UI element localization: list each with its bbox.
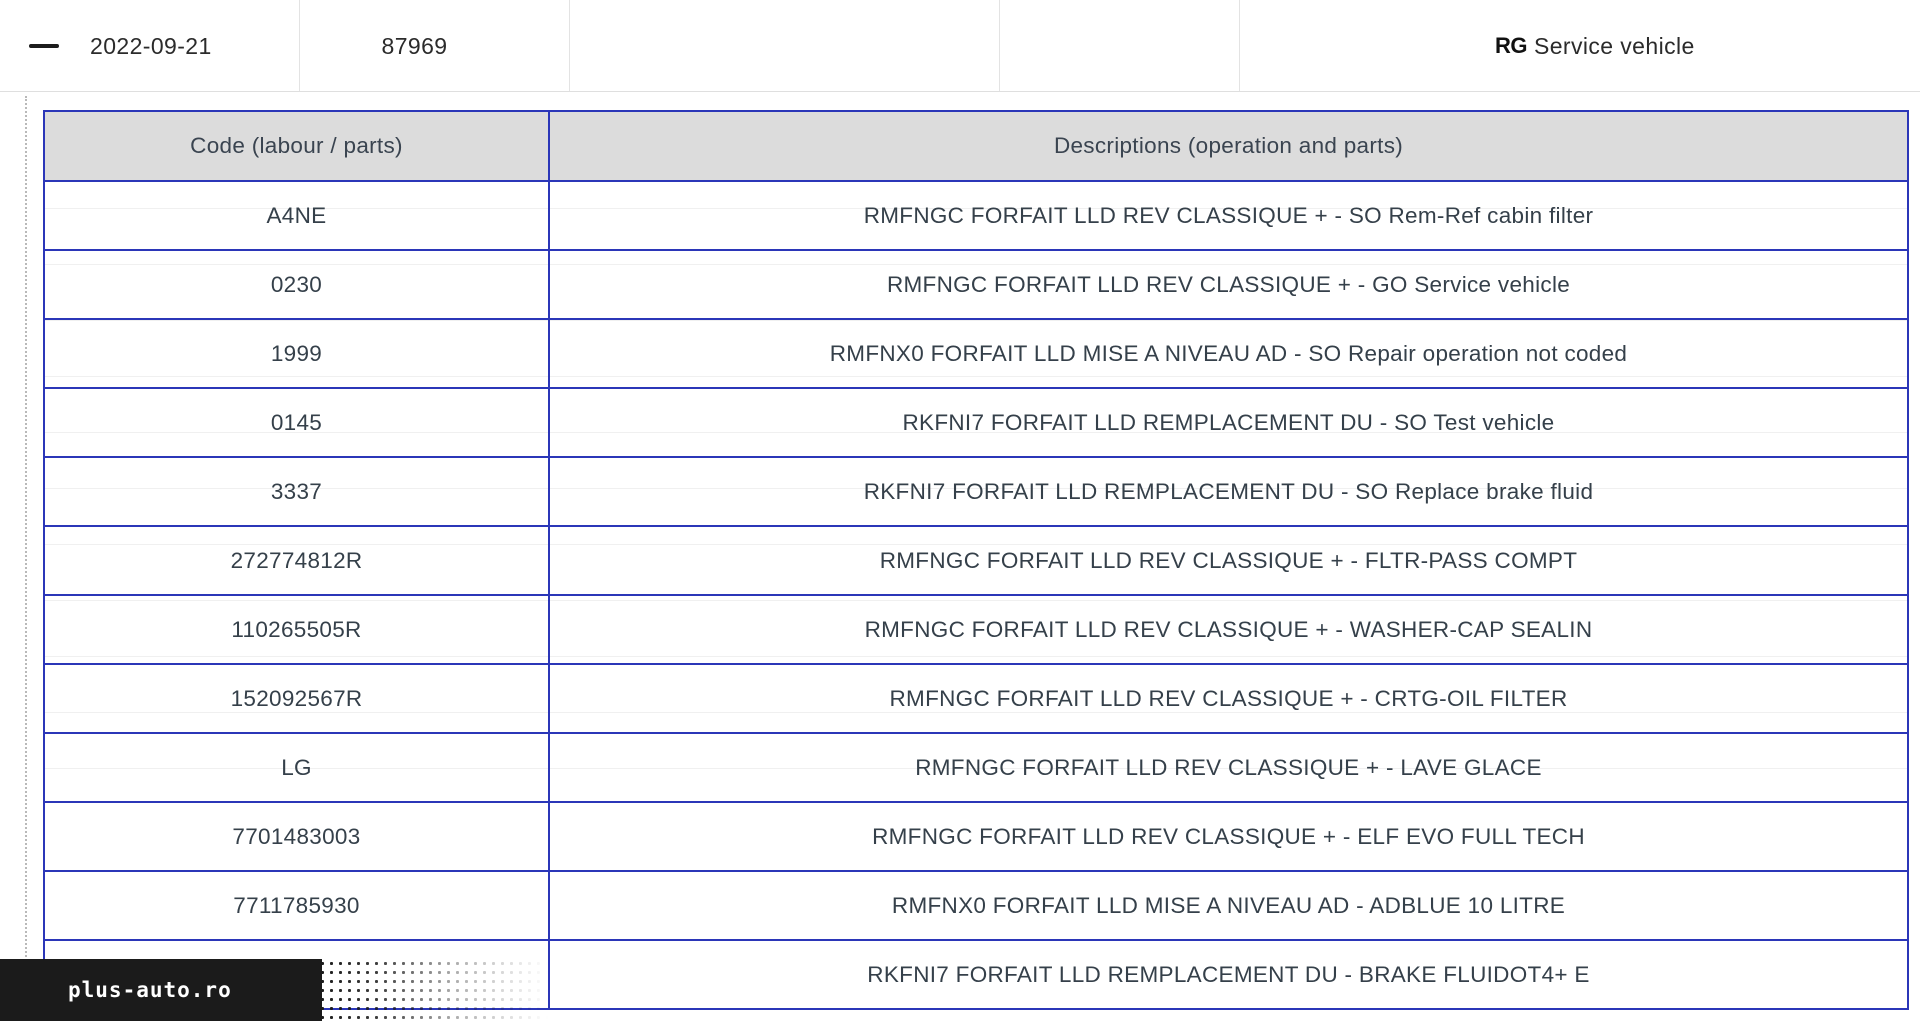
- watermark-badge: [0, 959, 322, 1021]
- cell-description: RKFNI7 FORFAIT LLD REMPLACEMENT DU - BRAKE FLUIDOT4+ E: [549, 940, 1908, 1009]
- summary-blank-cell-1: [570, 0, 1000, 92]
- table-row: [44, 871, 1908, 940]
- cell-code: 3337: [44, 457, 549, 526]
- table-row: [44, 388, 1908, 457]
- operation-badge: RG: [1495, 33, 1527, 58]
- cell-description: RMFNGC FORFAIT LLD REV CLASSIQUE + - GO Service vehicle: [549, 250, 1908, 319]
- cell-description: RMFNGC FORFAIT LLD REV CLASSIQUE + - ELF EVO FULL TECH: [549, 802, 1908, 871]
- service-summary-row[interactable]: [0, 0, 1920, 92]
- column-header-code: Code (labour / parts): [44, 111, 549, 181]
- service-date: 2022-09-21: [78, 0, 300, 92]
- cell-code: 1999: [44, 319, 549, 388]
- cell-code: 152092567R: [44, 664, 549, 733]
- cell-description: RMFNGC FORFAIT LLD REV CLASSIQUE + - LAVE GLACE: [549, 733, 1908, 802]
- operation-label: Service vehicle: [1534, 32, 1695, 59]
- table-row: [44, 595, 1908, 664]
- summary-row-divider: [0, 91, 1920, 92]
- parts-table-container: [43, 110, 1907, 1010]
- table-row: [44, 181, 1908, 250]
- cell-code: 7701483003: [44, 802, 549, 871]
- service-mileage: 87969: [300, 0, 570, 92]
- cell-description: RMFNGC FORFAIT LLD REV CLASSIQUE + - SO Rem-Ref cabin filter: [549, 181, 1908, 250]
- minus-icon: [29, 44, 59, 48]
- table-row: [44, 457, 1908, 526]
- cell-code: 272774812R: [44, 526, 549, 595]
- cell-code: 0145: [44, 388, 549, 457]
- cell-description: RKFNI7 FORFAIT LLD REMPLACEMENT DU - SO Replace brake fluid: [549, 457, 1908, 526]
- cell-description: RMFNGC FORFAIT LLD REV CLASSIQUE + - CRTG-OIL FILTER: [549, 664, 1908, 733]
- cell-code: A4NE: [44, 181, 549, 250]
- cell-code: 0230: [44, 250, 549, 319]
- cell-code: 110265505R: [44, 595, 549, 664]
- watermark-text: plus-auto.ro: [68, 978, 232, 1002]
- table-header-row: [44, 111, 1908, 181]
- timeline-guide: [25, 96, 27, 1021]
- cell-description: RKFNI7 FORFAIT LLD REMPLACEMENT DU - SO Test vehicle: [549, 388, 1908, 457]
- collapse-row-button[interactable]: [0, 0, 78, 92]
- cell-description: RMFNGC FORFAIT LLD REV CLASSIQUE + - FLTR-PASS COMPT: [549, 526, 1908, 595]
- watermark-dot-pattern: [318, 959, 548, 1021]
- table-row: [44, 802, 1908, 871]
- operation-summary: [1240, 0, 1900, 92]
- column-header-description: Descriptions (operation and parts): [549, 111, 1908, 181]
- table-row: [44, 250, 1908, 319]
- table-row: [44, 526, 1908, 595]
- cell-code: LG: [44, 733, 549, 802]
- cell-description: RMFNGC FORFAIT LLD REV CLASSIQUE + - WASHER-CAP SEALIN: [549, 595, 1908, 664]
- cell-description: RMFNX0 FORFAIT LLD MISE A NIVEAU AD - SO Repair operation not coded: [549, 319, 1908, 388]
- cell-description: RMFNX0 FORFAIT LLD MISE A NIVEAU AD - ADBLUE 10 LITRE: [549, 871, 1908, 940]
- table-row: [44, 319, 1908, 388]
- parts-table: [43, 110, 1909, 1010]
- table-row: [44, 664, 1908, 733]
- cell-code: 7711785930: [44, 871, 549, 940]
- summary-blank-cell-2: [1000, 0, 1240, 92]
- table-row: [44, 733, 1908, 802]
